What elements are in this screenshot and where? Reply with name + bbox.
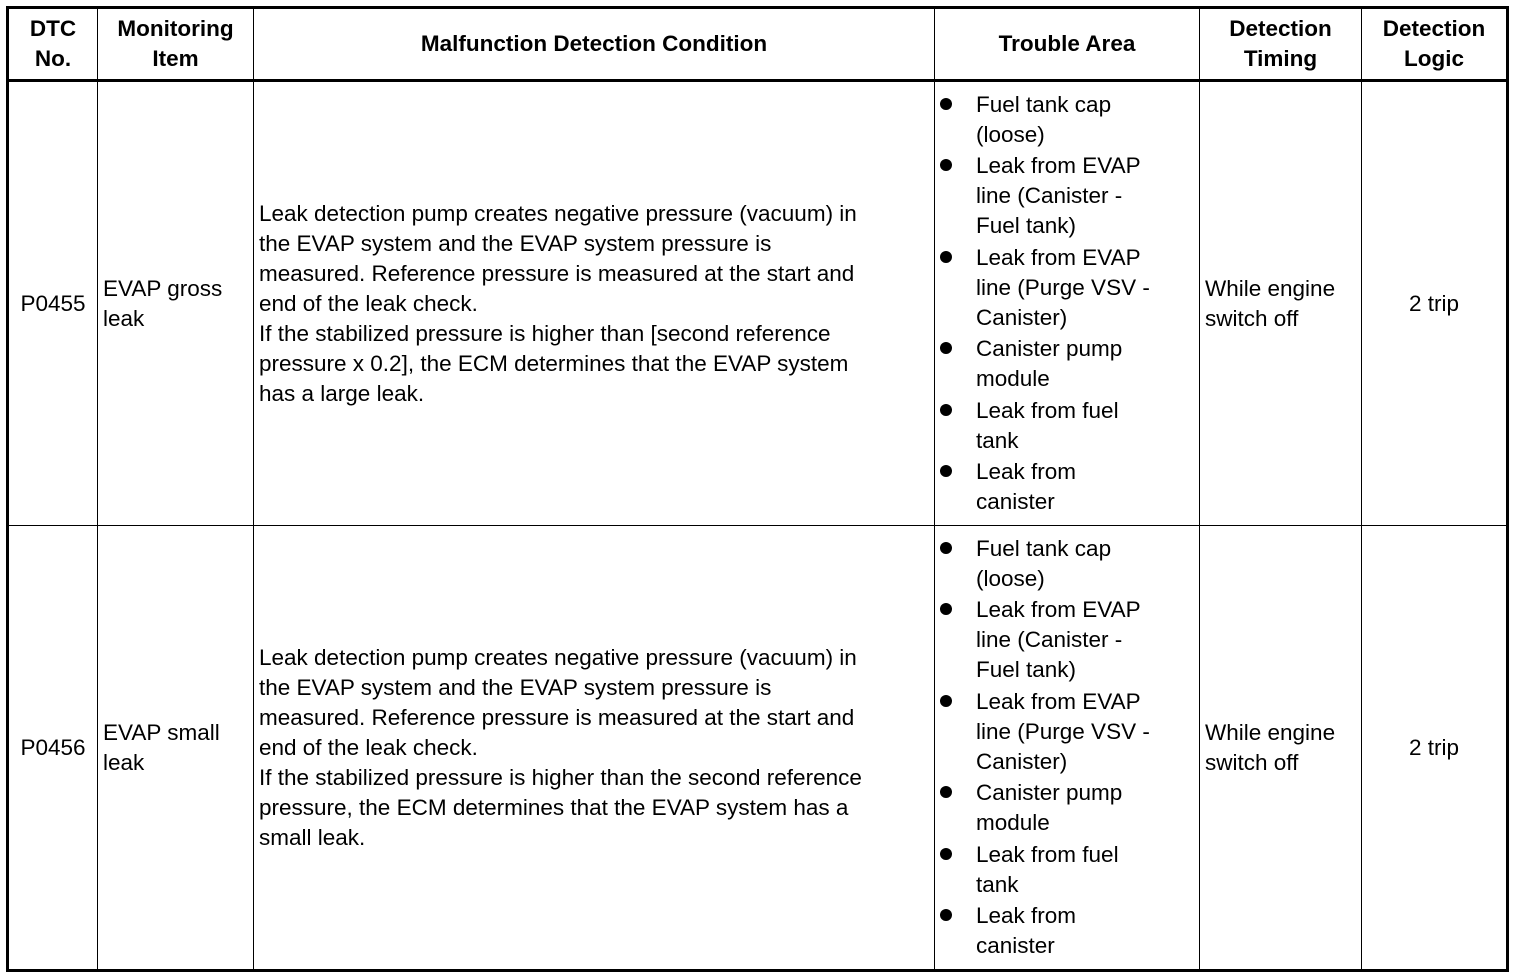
malfunction-condition-cell [254,526,935,971]
list-item [940,396,1194,456]
bullet-icon [940,695,952,707]
header-malfunction-condition: Malfunction Detection Condition [254,8,935,81]
condition-line: pressure x 0.2], the ECM determines that the EVAP system [259,350,849,376]
monitoring-item-cell [98,526,254,971]
condition-line: the EVAP system and the EVAP system pressure is [259,230,772,256]
detection-logic-cell: 2 trip [1362,526,1508,971]
condition-line: pressure, the ECM determines that the EVAP system has a [259,794,849,820]
list-item [940,151,1194,241]
header-detection-logic: Detection Logic [1362,8,1508,81]
table-row [8,526,1508,971]
monitoring-item-line: EVAP gross [103,275,223,301]
trouble-area-list [940,90,1194,518]
condition-line: measured. Reference pressure is measured at the start and [259,704,855,730]
trouble-area-cell [935,81,1200,526]
trouble-area-line: Leak from fuel [976,841,1119,867]
trouble-area-line: Fuel tank) [976,657,1077,683]
condition-line: end of the leak check. [259,290,478,316]
header-dtc-no: DTC No. [8,8,98,81]
trouble-area-line: module [976,366,1050,392]
condition-line: Leak detection pump creates negative pressure (vacuum) in [259,200,857,226]
list-item [940,534,1194,594]
trouble-area-line: module [976,810,1050,836]
trouble-area-line: line (Canister - [976,627,1123,653]
header-trouble-area: Trouble Area [935,8,1200,81]
monitoring-item-line: leak [103,305,145,331]
bullet-icon [940,342,952,354]
bullet-icon [940,98,952,110]
trouble-area-cell [935,526,1200,971]
monitoring-item-line: EVAP small [103,719,220,745]
timing-line: switch off [1205,749,1299,775]
condition-line: end of the leak check. [259,734,478,760]
trouble-area-line: (loose) [976,121,1045,147]
list-item [940,334,1194,394]
condition-line: small leak. [259,824,366,850]
trouble-area-line: Fuel tank cap [976,535,1112,561]
trouble-area-line: line (Canister - [976,183,1123,209]
trouble-area-line: line (Purge VSV - [976,274,1150,300]
bullet-icon [940,848,952,860]
condition-line: the EVAP system and the EVAP system pressure is [259,674,772,700]
bullet-icon [940,603,952,615]
trouble-area-line: Leak from EVAP [976,597,1141,623]
trouble-area-line: line (Purge VSV - [976,718,1150,744]
dtc-code-cell: P0455 [8,81,98,526]
timing-line: While engine [1205,275,1336,301]
header-row [8,8,1508,81]
trouble-area-list [940,534,1194,962]
trouble-area-line: Canister pump [976,780,1123,806]
trouble-area-line: Leak from EVAP [976,688,1141,714]
dtc-code-cell: P0456 [8,526,98,971]
bullet-icon [940,786,952,798]
trouble-area-line: (loose) [976,565,1045,591]
detection-timing-cell [1200,526,1362,971]
condition-line: If the stabilized pressure is higher than the second reference [259,764,862,790]
malfunction-condition-cell [254,81,935,526]
timing-line: While engine [1205,719,1336,745]
trouble-area-line: Leak from fuel [976,397,1119,423]
trouble-area-line: Canister pump [976,336,1123,362]
list-item [940,778,1194,838]
trouble-area-line: Fuel tank) [976,213,1077,239]
header-monitoring-item: Monitoring Item [98,8,254,81]
condition-line: Leak detection pump creates negative pressure (vacuum) in [259,644,857,670]
trouble-area-line: Leak from [976,903,1077,929]
trouble-area-line: canister [976,489,1055,515]
list-item [940,90,1194,150]
detection-timing-cell [1200,81,1362,526]
dtc-table [6,6,1509,972]
bullet-icon [940,465,952,477]
trouble-area-line: tank [976,871,1019,897]
bullet-icon [940,251,952,263]
list-item [940,243,1194,333]
trouble-area-line: Leak from EVAP [976,244,1141,270]
condition-line: has a large leak. [259,380,425,406]
trouble-area-line: Canister) [976,304,1068,330]
header-detection-timing: Detection Timing [1200,8,1362,81]
table-row [8,81,1508,526]
list-item [940,457,1194,517]
monitoring-item-line: leak [103,749,145,775]
trouble-area-line: canister [976,933,1055,959]
bullet-icon [940,542,952,554]
trouble-area-line: Leak from [976,459,1077,485]
list-item [940,595,1194,685]
list-item [940,840,1194,900]
detection-logic-cell: 2 trip [1362,81,1508,526]
bullet-icon [940,404,952,416]
trouble-area-line: tank [976,427,1019,453]
trouble-area-line: Leak from EVAP [976,153,1141,179]
list-item [940,687,1194,777]
timing-line: switch off [1205,305,1299,331]
trouble-area-line: Fuel tank cap [976,91,1112,117]
condition-line: measured. Reference pressure is measured at the start and [259,260,855,286]
bullet-icon [940,159,952,171]
monitoring-item-cell [98,81,254,526]
bullet-icon [940,909,952,921]
condition-line: If the stabilized pressure is higher than [second reference [259,320,831,346]
trouble-area-line: Canister) [976,748,1068,774]
list-item [940,901,1194,961]
